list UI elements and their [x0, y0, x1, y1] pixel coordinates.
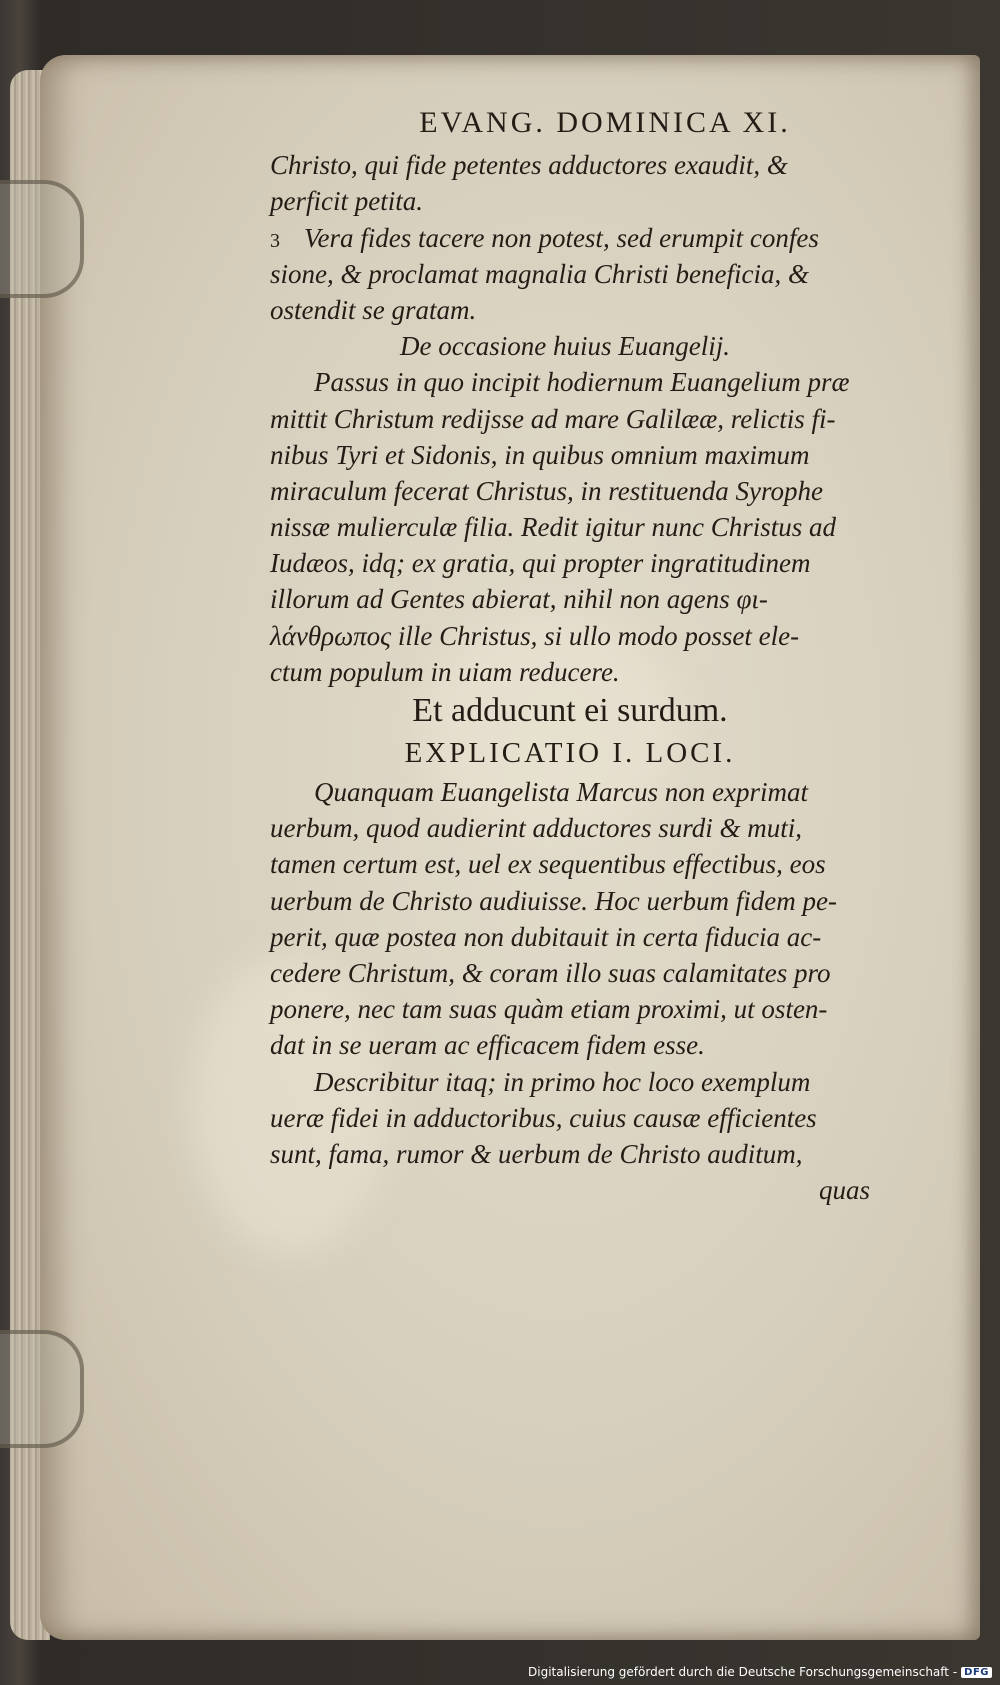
clasp-bottom	[0, 1330, 84, 1448]
text-line: Quanquam Euangelista Marcus non exprimat	[314, 777, 808, 807]
text-line: miraculum fecerat Christus, in restituenda Syrophe	[270, 475, 823, 506]
section-subheading: De occasione huius Euangelij.	[400, 331, 730, 362]
text-line: Christo, qui fide petentes adductores exaudit, &	[270, 150, 788, 181]
scripture-heading: Et adducunt ei surdum.	[412, 692, 728, 729]
text-line: ponere, nec tam suas quàm etiam proximi, ut osten-	[270, 994, 828, 1025]
text-line: perit, quæ postea non dubitauit in certa fiducia ac-	[270, 921, 822, 952]
item-number: 3	[270, 229, 280, 252]
digitization-credit	[528, 1665, 992, 1679]
text-line: ctum populum in uiam reducere.	[270, 656, 620, 687]
text-line: dat in se ueram ac efficacem fidem esse.	[270, 1030, 705, 1061]
running-header: EVANG. DOMINICA XI.	[419, 106, 791, 139]
text-line: Passus in quo incipit hodiernum Euangelium præ	[314, 367, 850, 398]
catchword: quas	[818, 1175, 870, 1206]
explicatio-heading: EXPLICATIO I. LOCI.	[404, 737, 736, 769]
text-line: nibus Tyri et Sidonis, in quibus omnium maximum	[270, 439, 810, 470]
text-line: Describitur itaq; in primo hoc loco exemplum	[314, 1066, 811, 1097]
dfg-logo: DFG	[961, 1667, 992, 1678]
credit-text: Digitalisierung gefördert durch die Deutsche Forschungsgemeinschaft -	[528, 1665, 958, 1679]
text-line: uerbum, quod audierint adductores surdi & muti,	[270, 813, 802, 844]
text-line: Iudæos, idq; ex gratia, qui propter ingratitudinem	[270, 548, 811, 579]
text-line: tamen certum est, uel ex sequentibus effectibus, eos	[270, 849, 826, 880]
page-text	[270, 105, 900, 1208]
text-line: mittit Christum redijsse ad mare Galilææ, relictis fi-	[270, 403, 836, 434]
text-line: illorum ad Gentes abierat, nihil non agens φι-	[270, 584, 768, 615]
text-line-item-3	[270, 220, 900, 256]
text-line: sione, & proclamat magnalia Christi beneficia, &	[270, 258, 809, 289]
clasp-top	[0, 180, 84, 298]
text-line: uerbum de Christo audiuisse. Hoc uerbum fidem pe-	[270, 885, 837, 916]
text-line: nissæ mulierculæ filia. Redit igitur nunc Christus ad	[270, 512, 837, 543]
text-line: ostendit se gratam.	[270, 294, 477, 325]
text-line: ueræ fidei in adductoribus, cuius causæ efficientes	[270, 1102, 817, 1133]
text-line: sunt, fama, rumor & uerbum de Christo auditum,	[270, 1138, 803, 1169]
text-line: perficit petita.	[270, 186, 423, 217]
text-line: cedere Christum, & coram illo suas calamitates pro	[270, 957, 831, 988]
text-line: Vera fides tacere non potest, sed erumpit confes	[304, 222, 819, 253]
text-line: λάνθρωπος ille Christus, si ullo modo posset ele-	[270, 620, 800, 651]
